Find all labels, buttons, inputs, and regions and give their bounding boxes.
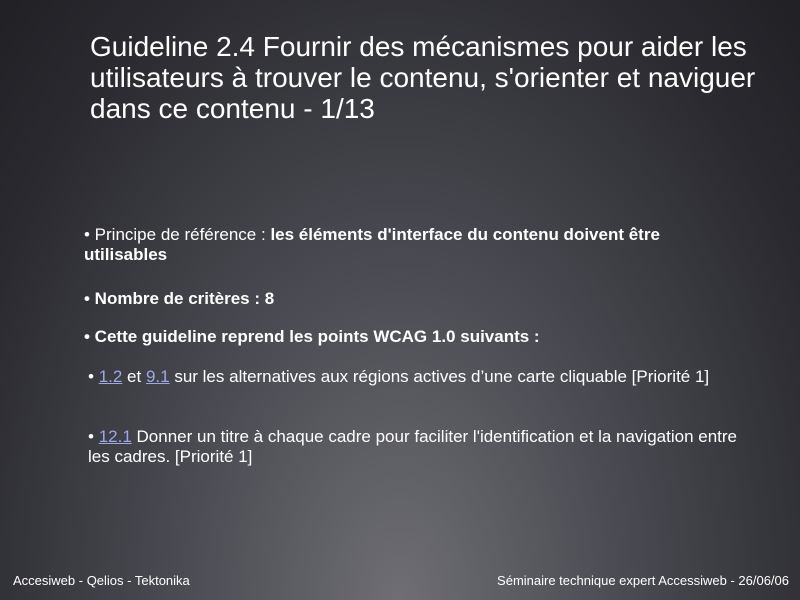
bullet-principe-label: • Principe de référence : xyxy=(84,225,271,244)
bullet-principe-value: les éléments d'interface du contenu doivent être utilisables xyxy=(84,225,660,265)
subbullet-text: sur les alternatives aux régions actives d’une carte cliquable [Priorité 1] xyxy=(169,367,710,386)
subbullet-marker: • xyxy=(88,427,99,446)
bullet-wcag-points: • Cette guideline reprend les points WCAG 1.0 suivants : xyxy=(84,327,540,346)
link-wcag-12-1[interactable]: 12.1 xyxy=(98,427,132,446)
footer-right: Séminaire technique expert Accessiweb - 26/06/06 xyxy=(497,573,789,588)
bullet-nombre-criteres: • Nombre de critères : 8 xyxy=(84,289,275,308)
bullet-principe xyxy=(84,225,744,266)
link-wcag-9-1[interactable]: 9.1 xyxy=(145,367,170,386)
link-wcag-1-2[interactable]: 1.2 xyxy=(98,367,123,386)
slide-title: Guideline 2.4 Fournir des mécanismes pour aider les utilisateurs à trouver le contenu, s'orienter et naviguer dans ce contenu - 1/13 xyxy=(90,31,756,124)
footer-left: Accesiweb - Qelios - Tektonika xyxy=(13,573,190,588)
subbullet-carte-cliquable xyxy=(88,367,748,387)
subbullet-cadres xyxy=(88,427,748,468)
subbullet-marker: • xyxy=(88,367,99,386)
subbullet-connector: et xyxy=(122,367,146,386)
subbullet-text: Donner un titre à chaque cadre pour faciliter l'identification et la navigation entre les cadres. [Priorité 1] xyxy=(88,427,737,467)
